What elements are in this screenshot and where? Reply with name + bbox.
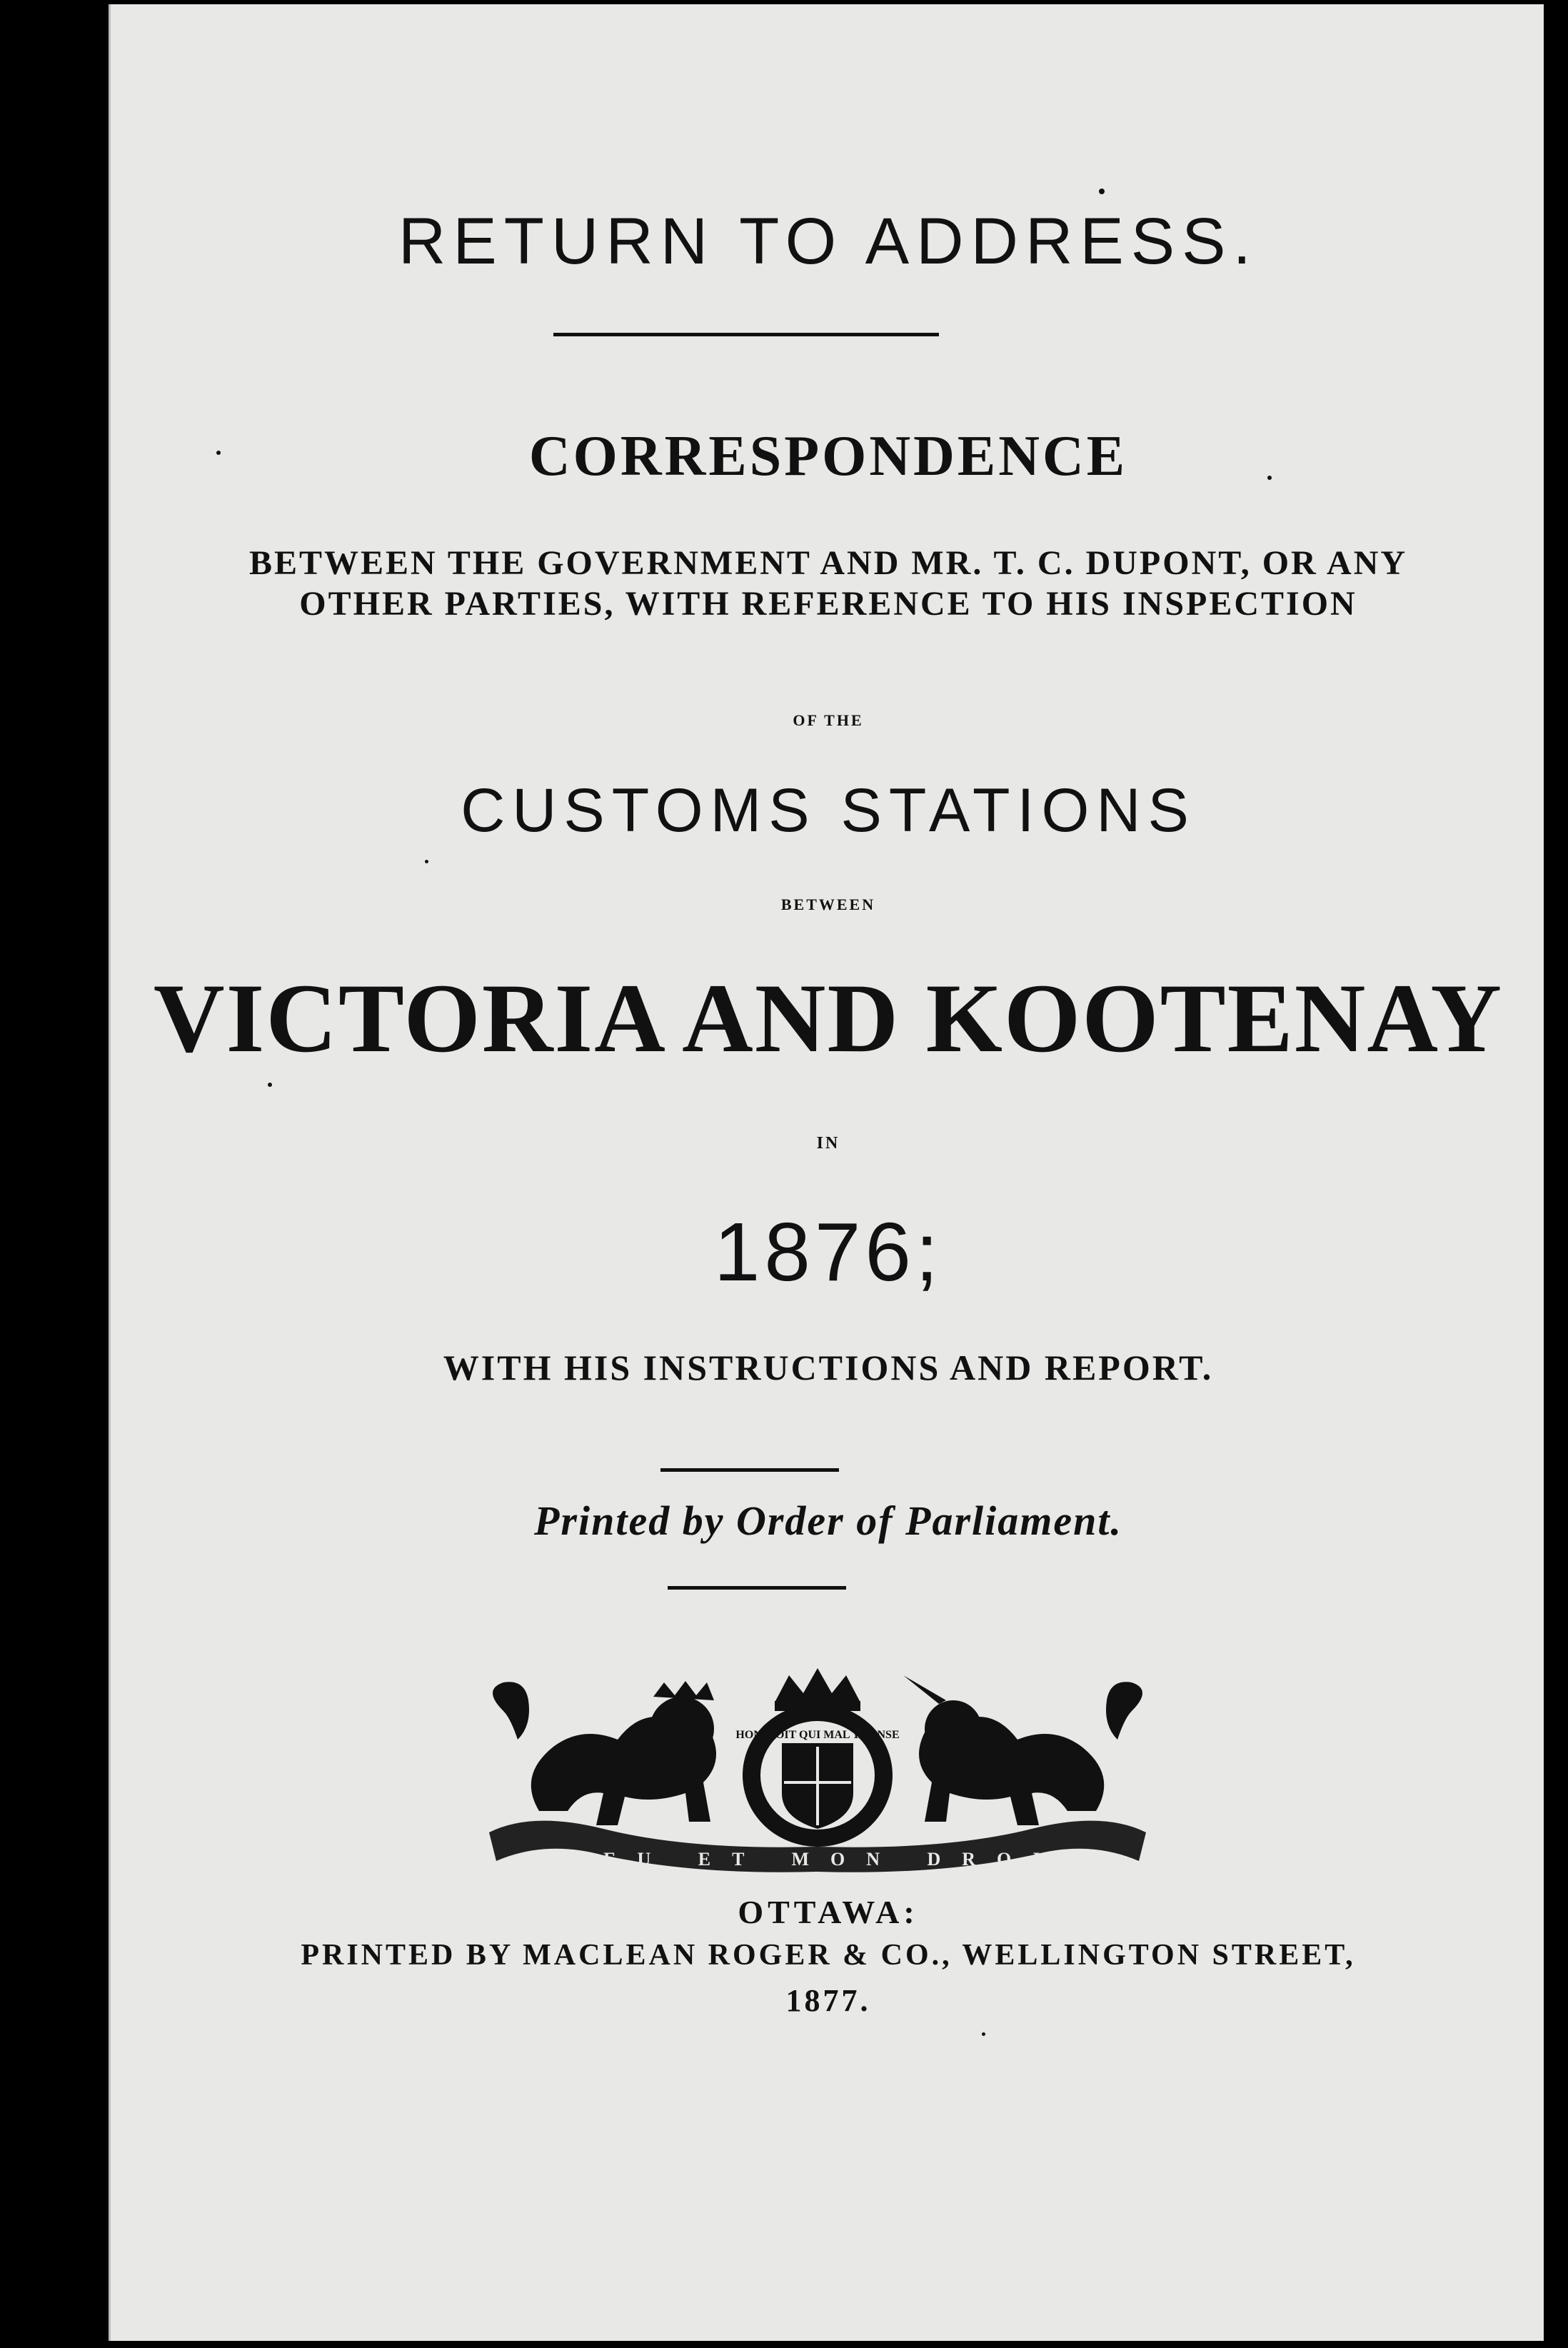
scan-speck (216, 451, 221, 455)
imprint-printer: PRINTED BY MACLEAN ROGER & CO., WELLINGTON STREET, (301, 1939, 1356, 1972)
scan-speck (425, 860, 428, 863)
section-title: CORRESPONDENCE (528, 425, 1128, 488)
scan-speck (982, 2032, 985, 2036)
subject-line-1: CUSTOMS STATIONS (461, 776, 1196, 845)
with-line: WITH HIS INSTRUCTIONS AND REPORT. (443, 1348, 1214, 1388)
divider-rule (668, 1586, 846, 1590)
divider-rule (660, 1468, 839, 1472)
heading: RETURN TO ADDRESS. (398, 205, 1259, 278)
scan-speck (268, 1083, 272, 1087)
connector-between: BETWEEN (780, 895, 876, 913)
imprint-year: 1877. (785, 1983, 871, 2018)
description-line-1: BETWEEN THE GOVERNMENT AND MR. T. C. DUPONT, OR ANY (248, 544, 1408, 582)
scan-border (1544, 0, 1568, 2348)
scan-speck (1267, 476, 1272, 480)
imprint-city: OTTAWA: (738, 1894, 919, 1930)
connector-of-the: OF THE (793, 711, 864, 729)
scan-speck (1099, 189, 1105, 194)
year-heading: 1876; (713, 1205, 943, 1298)
divider-rule (553, 333, 939, 336)
description-line-2: OTHER PARTIES, WITH REFERENCE TO HIS INSPECTION (299, 585, 1357, 623)
subject-line-2: VICTORIA AND KOOTENAY (153, 963, 1504, 1073)
connector-in: IN (816, 1134, 840, 1153)
svg-text:HONI SOIT QUI MAL Y PENSE: HONI SOIT QUI MAL Y PENSE (735, 1729, 900, 1741)
printing-note: Printed by Order of Parliament. (533, 1497, 1122, 1544)
document-page (109, 4, 1546, 2341)
royal-coat-of-arms-icon (475, 1668, 1160, 1875)
svg-text:DIEU ET MON DROIT: DIEU ET MON DROIT (540, 1849, 1095, 1870)
